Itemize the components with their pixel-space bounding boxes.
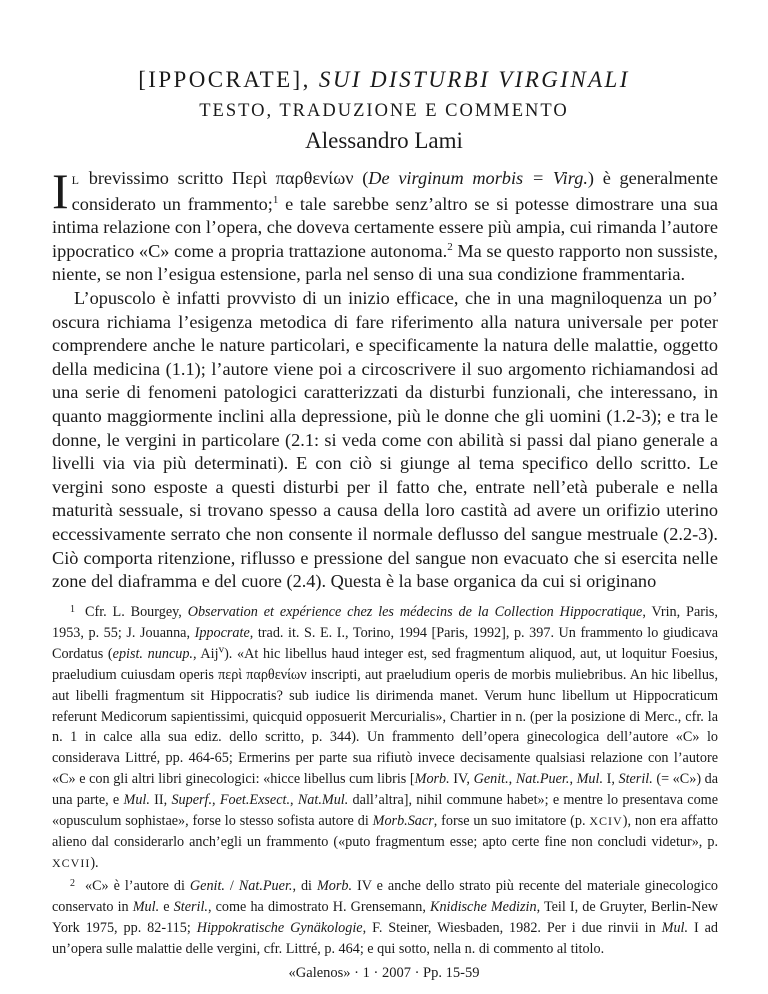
greek-title: Περὶ παρθενίων	[232, 168, 354, 188]
drop-cap: I	[52, 163, 69, 219]
paragraph-1: I L brevissimo scritto Περὶ παρθενίων (De virginum morbis = Virg.) è generalmente considerato un frammento;$^1$ e tale sarebbe senz’altro se si potesse dimostrare una sua intima relazione con l’opera, che doveva certamente essere più ampia, cui rimanda l’autore ippocratico «C» come a propria trattazione autonoma.$^2$ Ma se questo rapporto non sussiste, niente, se non l’esigua estensione, parla nel senso di una sua condizione frammentaria.	[52, 163, 718, 285]
footnote-number: 1	[70, 604, 75, 615]
main-text	[52, 163, 718, 594]
article-title	[0, 67, 768, 93]
title-author-bracket: [IPPOCRATE],	[138, 67, 311, 92]
footnote-ref-2[interactable]: 2	[447, 240, 453, 253]
footnote-2: $^2$ «C» è l’autore di Genit. / Nat.Puer., di Morb. IV e anche dello strato più recente del materiale ginecologico conservato in Mul. e Steril., come ha dimostrato H. Grensemann, Knidische Medizin, Teil I, de Gruyter, Berlin-New York 1975, pp. 82-115; Hippokratische Gynäkologie, F. Steiner, Wiesbaden, 1982. Per i due rinvii in Mul. I ad un’opera sulle malattie delle vergini, cfr. Littré, p. 464; e qui sotto, nella n. di commento al titolo.	[52, 877, 718, 957]
title-work: SUI DISTURBI VIRGINALI	[318, 67, 630, 92]
journal-footer: «Galenos» · 1 · 2007 · Pp. 15-59	[288, 965, 480, 981]
footnote-1: $^1$ Cfr. L. Bourgey, Observation et expérience chez les médecins de la Collection Hippocratique, Vrin, Paris, 1953, p. 55; J. Jouanna, Ippocrate, trad. it. S. E. I., Torino, 1994 [Paris, 1992], p. 397. Un frammento lo giudicava Cordatus (epist. nuncup., Aij$^v$). «At hic libellus haud integer est, sed fragmentum aliquod, aut, ut loquitur Foesius, praeludium cuiusdam operis περὶ παρθενίων inscripti, aut praeludium operis de morbis muliebribus. An hic libellus, aut libelli fragmentum sit Hippocratis? sub iudice lis dirimenda manet. Verum hunc libellum ut Hippocraticum referunt Medicorum sapientissimi, quicquid opposuerit Mercurialis», Chartier in n. (per la posizione di Merc., cfr. la n. 1 in calce alla sua ediz. dello scritto, p. 344). Un frammento dell’opera ginecologica dell’autore «C» lo considerava Littré, pp. 464-65; Ermerins per parte sua rifiutò invece decisamente qualsiasi relazione con l’autore «C» e con gli altri libri ginecologici: «hicce libellus cum libris [Morb. IV, Genit., Nat.Puer., Mul. I, Steril. (= «C») da una parte, e Mul. II, Superf., Foet.Exsect., Nat.Mul. dall’altra], nihil commune habet»; e mentre lo presentava come «opusculum sophistae», forse lo stesso sofista autore di Morb.Sacr, forse un suo imitatore (p. XCIV), non era affatto alieno dal considerarlo anch’egli un frammento («puto fragmentum esse; apto certe fine non concludi videtur», p. XCVII).	[52, 604, 719, 871]
article-subtitle: TESTO, TRADUZIONE E COMMENTO	[199, 101, 569, 121]
paragraph-2: L’opuscolo è infatti provvisto di un inizio efficace, che in una magniloquenza un po’ oscura richiama l’esigenza metodica di fare riferimento alla natura universale per poter comprendere anche le nature particolari, e specificamente la natura delle malattie, oggetto della medicina (1.1); l’autore viene poi a circoscrivere il suo argomento richiamandosi ad una serie di fenomeni patologici caratterizzati da disturbi funzionali, che interessano, in quanto maggiormente inclini alla depressione, più le donne che gli uomini (1.2-3); e tra le donne, le vergini in particolare (2.1: si veda come con abilità si passi dal piano generale a livelli via via più determinati). E con ciò si giunge al tema specifico dello scritto. Le vergini sono esposte a questi disturbi per il fatto che, entrate nell’età puberale e nella maturità sessuale, si trovano spesso a causa della loro castità ad avere un orifizio uterino eccessivamente serrato che non consente il normale deflusso del sangue mestruale (2.2-3). Ciò comporta ritenzione, riflusso e pressione del sangue non evacuato che si esercita nelle zone del diaframma e del cuore (2.4). Questa è la base organica da cui si originano	[52, 287, 718, 592]
article-author: Alessandro Lami	[305, 128, 463, 153]
latin-title: De virginum morbis = Virg.	[368, 168, 588, 188]
footnote-number: 2	[70, 877, 75, 889]
footnotes	[52, 600, 718, 959]
footnote-ref-1[interactable]: 1	[272, 193, 279, 206]
